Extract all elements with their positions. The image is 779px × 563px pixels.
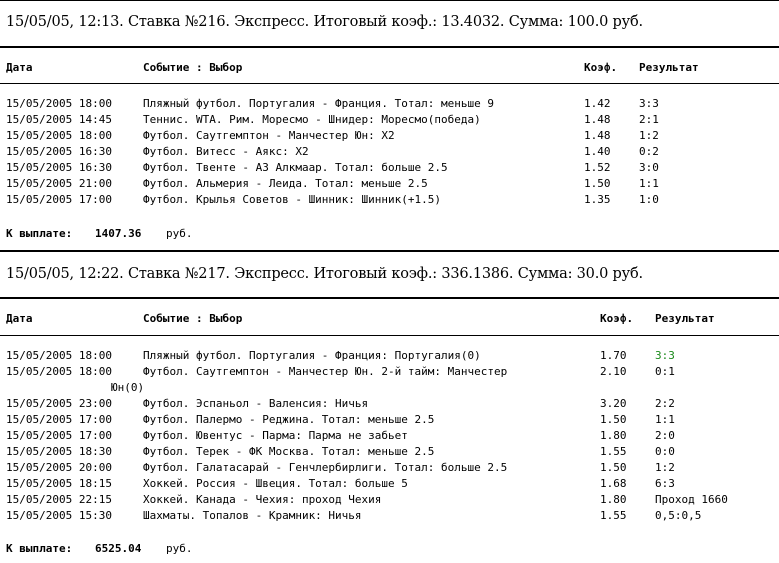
top-divider [0, 0, 779, 1]
row-event: Футбол. Галатасарай - Генчлербирлиги. Тотал: больше 2.5 [143, 461, 508, 474]
payout-unit: руб. [166, 542, 193, 555]
payout-label: К выплате: [6, 227, 73, 240]
row-result: 2:0 [655, 429, 675, 442]
header-divider [0, 83, 779, 84]
header-event: Событие : Выбор [143, 61, 243, 74]
row-date: 15/05/2005 18:00 [6, 365, 112, 378]
row-date: 15/05/2005 23:00 [6, 397, 112, 410]
row-date: 15/05/2005 18:30 [6, 445, 112, 458]
row-event: Футбол. Твенте - АЗ Алкмаар. Тотал: больше 2.5 [143, 161, 448, 174]
row-date: 15/05/2005 18:00 [6, 349, 112, 362]
row-result: 1:2 [655, 461, 675, 474]
bet-title: 15/05/05, 12:22. Ставка №217. Экспресс. Итоговый коэф.: 336.1386. Сумма: 30.0 руб. [6, 266, 643, 282]
payout-value: 1407.36 [95, 227, 142, 240]
row-date: 15/05/2005 16:30 [6, 161, 112, 174]
row-result: 0:0 [655, 445, 675, 458]
row-coef: 1.48 [584, 113, 611, 126]
header-result: Результат [639, 61, 699, 74]
header-divider [0, 335, 779, 336]
header-date: Дата [6, 312, 33, 325]
row-result: 2:1 [639, 113, 659, 126]
row-coef: 2.10 [600, 365, 627, 378]
row-coef: 1.80 [600, 493, 627, 506]
row-coef: 1.50 [584, 177, 611, 190]
row-coef: 1.68 [600, 477, 627, 490]
row-result: 3:3 [655, 349, 675, 362]
row-date: 15/05/2005 18:15 [6, 477, 112, 490]
row-event: Футбол. Витесс - Аякс: Х2 [143, 145, 309, 158]
bet-title: 15/05/05, 12:13. Ставка №216. Экспресс. Итоговый коэф.: 13.4032. Сумма: 100.0 руб. [6, 14, 643, 30]
row-result: 2:2 [655, 397, 675, 410]
row-date: 15/05/2005 15:30 [6, 509, 112, 522]
bet-separator [0, 250, 779, 252]
row-result: 0,5:0,5 [655, 509, 702, 522]
row-result: 1:1 [655, 413, 675, 426]
row-result: 6:3 [655, 477, 675, 490]
row-event: Футбол. Альмерия - Леида. Тотал: меньше 2.5 [143, 177, 428, 190]
row-result: 1:1 [639, 177, 659, 190]
row-coef: 1.52 [584, 161, 611, 174]
row-coef: 1.35 [584, 193, 611, 206]
row-event: Хоккей. Россия - Швеция. Тотал: больше 5 [143, 477, 408, 490]
payout-label: К выплате: [6, 542, 73, 555]
row-date: 15/05/2005 14:45 [6, 113, 112, 126]
row-result: 3:0 [639, 161, 659, 174]
row-result: 1:2 [639, 129, 659, 142]
row-result: 0:2 [639, 145, 659, 158]
row-coef: 1.42 [584, 97, 611, 110]
row-result: Проход 1660 [655, 493, 728, 506]
row-date: 15/05/2005 18:00 [6, 129, 112, 142]
row-event: Футбол. Эспаньол - Валенсия: Ничья [143, 397, 369, 410]
row-date: 15/05/2005 18:00 [6, 97, 112, 110]
row-date: 15/05/2005 22:15 [6, 493, 112, 506]
row-event: Футбол. Палермо - Реджина. Тотал: меньше 2.5 [143, 413, 435, 426]
payout-unit: руб. [166, 227, 193, 240]
row-date: 15/05/2005 17:00 [6, 413, 112, 426]
row-coef: 1.50 [600, 413, 627, 426]
row-coef: 1.40 [584, 145, 611, 158]
row-event: Футбол. Ювентус - Парма: Парма не забьет [143, 429, 408, 442]
row-event: Пляжный футбол. Португалия - Франция: Португалия(0) [143, 349, 481, 362]
row-event: Футбол. Саутгемптон - Манчестер Юн. 2-й тайм: Манчестер [143, 365, 508, 378]
row-event: Хоккей. Канада - Чехия: проход Чехия [143, 493, 382, 506]
header-coef: Коэф. [600, 312, 634, 325]
row-coef: 1.48 [584, 129, 611, 142]
row-event: Шахматы. Топалов - Крамник: Ничья [143, 509, 362, 522]
row-coef: 1.55 [600, 445, 627, 458]
row-event-continuation: Юн(0) [111, 381, 145, 394]
row-date: 15/05/2005 17:00 [6, 429, 112, 442]
section-divider [0, 297, 779, 299]
row-date: 15/05/2005 20:00 [6, 461, 112, 474]
row-coef: 1.55 [600, 509, 627, 522]
row-result: 0:1 [655, 365, 675, 378]
row-coef: 1.50 [600, 461, 627, 474]
row-coef: 1.80 [600, 429, 627, 442]
row-date: 15/05/2005 16:30 [6, 145, 112, 158]
row-date: 15/05/2005 21:00 [6, 177, 112, 190]
row-coef: 1.70 [600, 349, 627, 362]
row-event: Футбол. Крылья Советов - Шинник: Шинник(+1.5) [143, 193, 442, 206]
row-coef: 3.20 [600, 397, 627, 410]
row-event: Футбол. Терек - ФК Москва. Тотал: меньше 2.5 [143, 445, 435, 458]
row-event: Футбол. Саутгемптон - Манчестер Юн: Х2 [143, 129, 395, 142]
row-event: Пляжный футбол. Португалия - Франция. Тотал: меньше 9 [143, 97, 494, 110]
row-event: Теннис. WTA. Рим. Мореcмо - Шнидер: Мореcмо(победа) [143, 113, 481, 126]
header-event: Событие : Выбор [143, 312, 243, 325]
row-result: 3:3 [639, 97, 659, 110]
payout-value: 6525.04 [95, 542, 142, 555]
header-coef: Коэф. [584, 61, 618, 74]
row-date: 15/05/2005 17:00 [6, 193, 112, 206]
section-divider [0, 46, 779, 48]
header-result: Результат [655, 312, 715, 325]
header-date: Дата [6, 61, 33, 74]
row-result: 1:0 [639, 193, 659, 206]
